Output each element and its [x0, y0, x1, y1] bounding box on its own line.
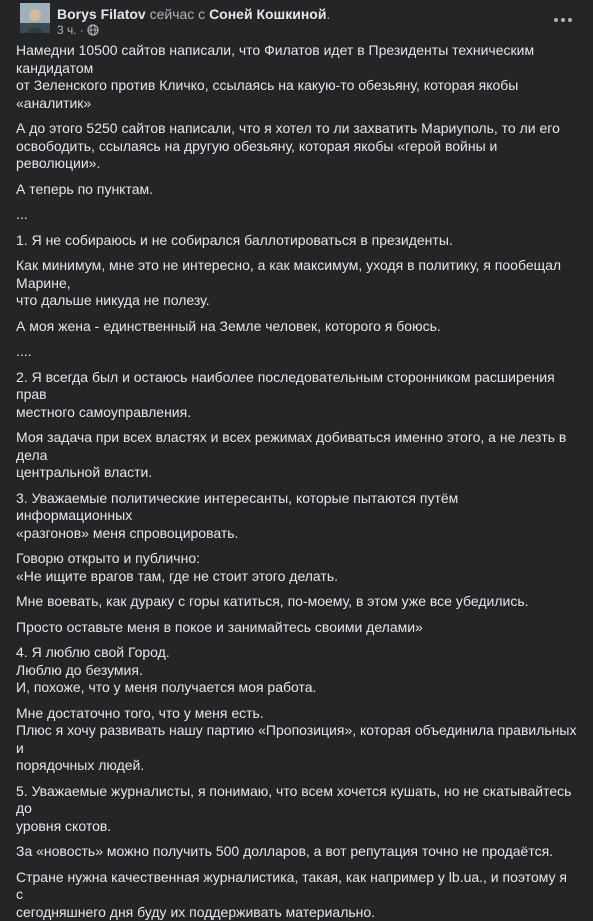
tagged-suffix: . — [326, 6, 330, 22]
paragraph-line: Просто оставьте меня в покое и занимайтесь своими делами» — [16, 619, 577, 637]
paragraph-line: А до этого 5250 сайтов написали, что я хотел то ли захватить Мариуполь, то ли его — [16, 120, 577, 138]
more-horizontal-icon — [553, 17, 573, 23]
post-paragraph — [16, 369, 577, 422]
post-meta — [57, 23, 99, 37]
paragraph-line: 3. Уважаемые политические интересанты, которые пытаются путём информационных — [16, 490, 577, 525]
paragraph-line: от Зеленского против Кличко, ссылаясь на какую-то обезьяну, которая якобы «аналитик» — [16, 77, 577, 112]
post-paragraph — [16, 181, 577, 199]
paragraph-line: 1. Я не собираюсь и не собирался баллотироваться в президенты. — [16, 232, 577, 250]
post-paragraph — [16, 843, 577, 861]
paragraph-line: порядочных людей. — [16, 757, 577, 775]
paragraph-line: Как минимум, мне это не интересно, а как максимум, уходя в политику, я пообещал Марине, — [16, 257, 577, 292]
paragraph-line: Мне воевать, как дураку с горы катиться, по-моему, в этом уже все убедились. — [16, 593, 577, 611]
paragraph-line: освободить, ссылаясь на другую обезьяну, которая якобы «герой войны и революции». — [16, 138, 577, 173]
paragraph-line: уровня скотов. — [16, 818, 577, 836]
post-paragraph — [16, 783, 577, 836]
post-paragraph — [16, 429, 577, 482]
post-paragraph — [16, 619, 577, 637]
post-paragraph — [16, 120, 577, 173]
meta-dot: · — [80, 23, 84, 37]
paragraph-line: А теперь по пунктам. — [16, 181, 577, 199]
author-line — [57, 5, 330, 23]
paragraph-line: Плюс я хочу развивать нашу партию «Пропозиция», которая объединила правильных и — [16, 722, 577, 757]
post-paragraph — [16, 490, 577, 543]
post-paragraph — [16, 232, 577, 250]
post-paragraph — [16, 869, 577, 921]
post-paragraph — [16, 318, 577, 336]
post-paragraph — [16, 42, 577, 112]
post-header — [12, 0, 581, 42]
tagged-person[interactable]: Соней Кошкиной — [209, 6, 326, 22]
author-name[interactable]: Borys Filatov — [57, 6, 146, 22]
paragraph-line: Мне достаточно того, что у меня есть. — [16, 705, 577, 723]
post-body — [12, 42, 581, 921]
paragraph-line: Говорю открыто и публично: — [16, 550, 577, 568]
post-time[interactable]: 3 ч. — [57, 23, 77, 37]
paragraph-line: «Не ищите врагов там, где не стоит этого делать. — [16, 568, 577, 586]
paragraph-line: 5. Уважаемые журналисты, я понимаю, что всем хочется кушать, но не скатывайтесь до — [16, 783, 577, 818]
post-paragraph — [16, 343, 577, 361]
paragraph-line: сегодняшнего дня буду их поддерживать материально. — [16, 904, 577, 921]
post-paragraph — [16, 593, 577, 611]
paragraph-line: И, похоже, что у меня получается моя работа. — [16, 679, 577, 697]
paragraph-line: Стране нужна качественная журналистика, такая, как например у lb.ua., и поэтому я с — [16, 869, 577, 904]
paragraph-line: За «новость» можно получить 500 долларов, а вот репутация точно не продаётся. — [16, 843, 577, 861]
post-paragraph — [16, 206, 577, 224]
with-text: сейчас с — [146, 6, 209, 22]
paragraph-line: что дальше никуда не полезу. — [16, 292, 577, 310]
more-options-button[interactable] — [549, 6, 577, 34]
paragraph-line: местного самоуправления. — [16, 404, 577, 422]
paragraph-line: Моя задача при всех властях и всех режимах добиваться именно этого, а не лезть в дела — [16, 429, 577, 464]
post-paragraph — [16, 257, 577, 310]
post-paragraph — [16, 705, 577, 775]
globe-icon[interactable] — [87, 24, 99, 36]
paragraph-line: ... — [16, 206, 577, 224]
paragraph-line: А моя жена - единственный на Земле человек, которого я боюсь. — [16, 318, 577, 336]
paragraph-line: 4. Я люблю свой Город. — [16, 644, 577, 662]
post-paragraph — [16, 550, 577, 585]
author-avatar[interactable] — [20, 3, 50, 33]
paragraph-line: .... — [16, 343, 577, 361]
post-paragraph — [16, 644, 577, 697]
paragraph-line: центральной власти. — [16, 464, 577, 482]
paragraph-line: 2. Я всегда был и остаюсь наиболее последовательным сторонником расширения прав — [16, 369, 577, 404]
avatar-photo-icon — [20, 3, 50, 33]
paragraph-line: Намедни 10500 сайтов написали, что Филатов идет в Президенты техническим кандидатом — [16, 42, 577, 77]
paragraph-line: Люблю до безумия. — [16, 662, 577, 680]
paragraph-line: «разгонов» меня спровоцировать. — [16, 525, 577, 543]
